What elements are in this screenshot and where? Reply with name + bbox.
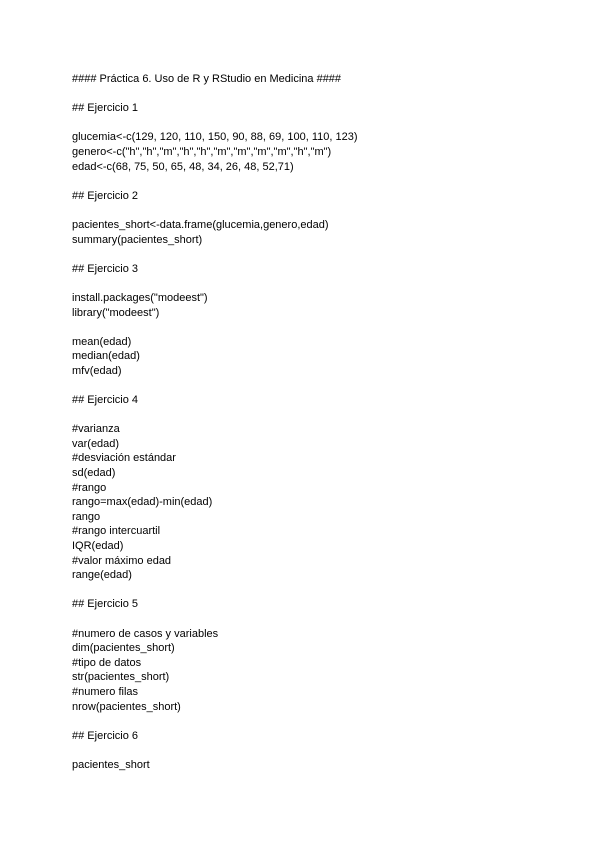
comment-line: #rango	[72, 481, 107, 494]
document-title: #### Práctica 6. Uso de R y RStudio en Medicina ####	[72, 73, 342, 85]
blank-line	[72, 612, 552, 627]
section-heading: ## Ejercicio 3	[72, 262, 139, 275]
blank-line	[72, 276, 552, 291]
blank-line	[72, 116, 552, 131]
section-heading: ## Ejercicio 2	[72, 189, 139, 202]
code-line: mfv(edad)	[72, 364, 122, 377]
blank-line	[72, 87, 552, 102]
section-heading: ## Ejercicio 4	[72, 394, 139, 407]
blank-line	[72, 174, 552, 189]
code-line: rango	[72, 510, 101, 523]
comment-line: #valor máximo edad	[72, 554, 172, 567]
blank-line	[72, 203, 552, 218]
section-heading: ## Ejercicio 6	[72, 729, 139, 742]
comment-line: #numero filas	[72, 685, 139, 698]
comment-line: #desviación estándar	[72, 452, 176, 465]
code-line: nrow(pacientes_short)	[72, 700, 181, 713]
code-line: genero<-c("h","h","m","h","h","m","m","m","m","h","m")	[72, 145, 332, 158]
code-line: str(pacientes_short)	[72, 671, 170, 684]
comment-line: #varianza	[72, 423, 120, 436]
comment-line: #numero de casos y variables	[72, 627, 219, 640]
code-line: var(edad)	[72, 437, 120, 450]
code-line: edad<-c(68, 75, 50, 65, 48, 34, 26, 48, 52,71)	[72, 160, 294, 173]
code-line: install.packages("modeest")	[72, 291, 208, 304]
code-line: library("modeest")	[72, 306, 160, 319]
comment-line: #tipo de datos	[72, 656, 142, 669]
code-line: median(edad)	[72, 350, 140, 363]
code-line: dim(pacientes_short)	[72, 642, 175, 655]
code-line: pacientes_short<-data.frame(glucemia,genero,edad)	[72, 218, 329, 231]
comment-line: #rango intercuartil	[72, 525, 161, 538]
blank-line	[72, 408, 552, 423]
blank-line	[72, 247, 552, 262]
code-line: glucemia<-c(129, 120, 110, 150, 90, 88, 69, 100, 110, 123)	[72, 131, 358, 144]
code-line: summary(pacientes_short)	[72, 233, 203, 246]
blank-line	[72, 378, 552, 393]
blank-line	[72, 714, 552, 729]
blank-line	[72, 583, 552, 598]
code-line: rango=max(edad)-min(edad)	[72, 496, 213, 509]
code-line: mean(edad)	[72, 335, 132, 348]
blank-line	[72, 320, 552, 335]
section-heading: ## Ejercicio 1	[72, 102, 139, 115]
section-heading: ## Ejercicio 5	[72, 598, 139, 611]
code-line: pacientes_short	[72, 758, 150, 771]
document-content	[72, 72, 552, 773]
code-line: sd(edad)	[72, 467, 116, 480]
code-line: IQR(edad)	[72, 540, 124, 552]
code-line: range(edad)	[72, 569, 132, 582]
blank-line	[72, 743, 552, 758]
